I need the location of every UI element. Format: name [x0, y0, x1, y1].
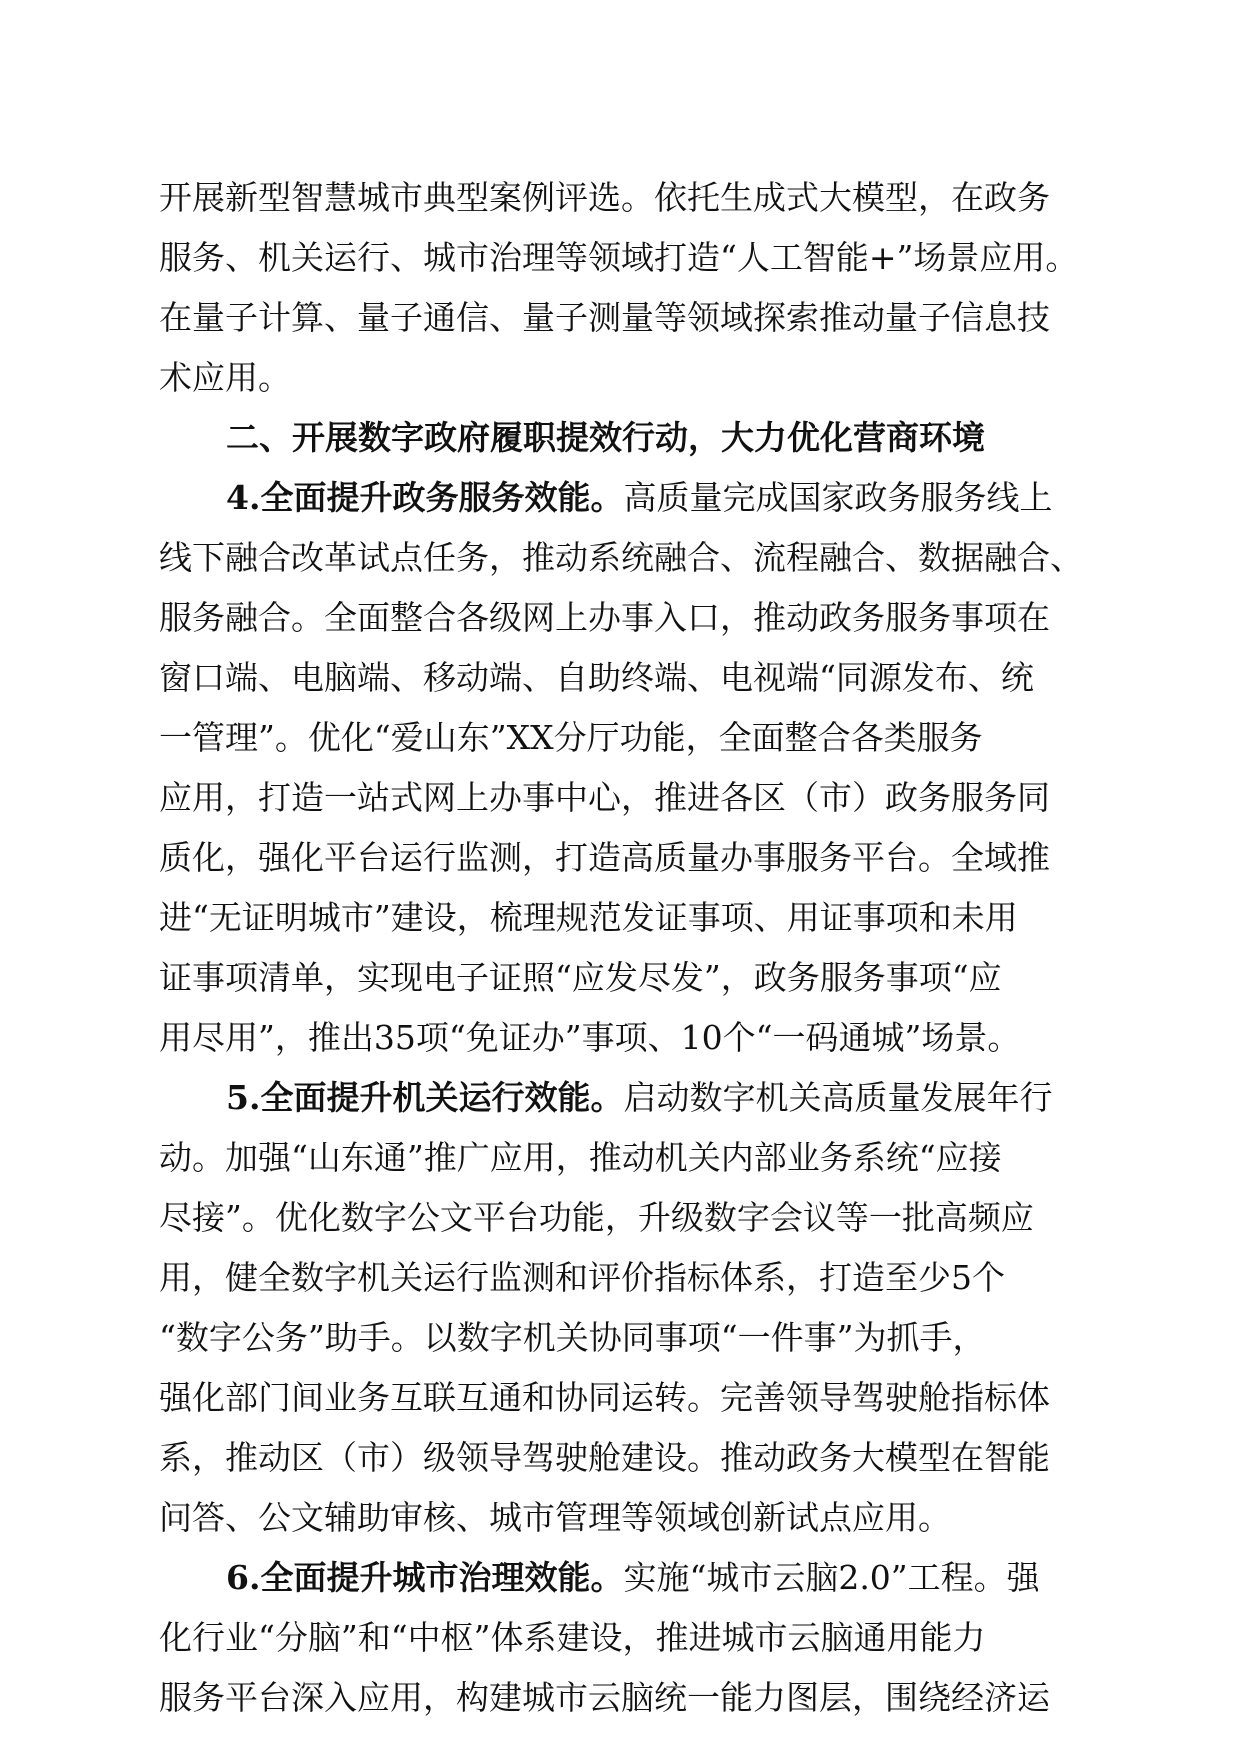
item5-line: 尽接”。优化数字公文平台功能，升级数字会议等一批高频应 [159, 1198, 1034, 1237]
item4-line: 应用，打造一站式网上办事中心，推进各区（市）政务服务同 [159, 778, 1050, 817]
section-heading: 二、开展数字政府履职提效行动，大力优化营商环境 [226, 418, 985, 457]
item4-line: 进“无证明城市”建设，梳理规范发证事项、用证事项和未用 [159, 898, 1018, 937]
intro-line: 在量子计算、量子通信、量子测量等领域探索推动量子信息技 [159, 298, 1050, 337]
item4-line: 服务融合。全面整合各级网上办事入口，推动政务服务事项在 [159, 598, 1050, 637]
item5-line: “数字公务”助手。以数字机关协同事项“一件事”为抓手， [159, 1318, 986, 1357]
item6-first-line [0, 1552, 1240, 1604]
item4-line: 线下融合改革试点任务，推动系统融合、流程融合、数据融合、 [159, 538, 1083, 577]
item5-line: 用，健全数字机关运行监测和评价指标体系，打造至少5个 [159, 1258, 1005, 1297]
item5-line: 动。加强“山东通”推广应用，推动机关内部业务系统“应接 [159, 1138, 1002, 1177]
item4-line: 证事项清单，实现电子证照“应发尽发”，政务服务事项“应 [159, 958, 1002, 997]
item4-first-line [0, 472, 1240, 524]
item6-line: 化行业“分脑”和“中枢”体系建设，推进城市云脑通用能力 [159, 1618, 986, 1657]
item5-line: 系，推动区（市）级领导驾驶舱建设。推动政务大模型在智能 [159, 1438, 1050, 1477]
intro-line: 开展新型智慧城市典型案例评选。依托生成式大模型，在政务 [159, 178, 1050, 217]
item5-first-line-text: 启动数字机关高质量发展年行 [623, 1078, 1053, 1117]
item4-title: 4.全面提升政务服务效能。 [226, 478, 624, 517]
item5-first-line [0, 1072, 1240, 1124]
item4-first-line-text: 高质量完成国家政务服务线上 [623, 478, 1053, 517]
item4-line: 用尽用”，推出35项“免证办”事项、10个“一码通城”场景。 [159, 1018, 1021, 1057]
intro-line: 服务、机关运行、城市治理等领域打造“人工智能+”场景应用。 [159, 238, 1079, 277]
item5-line: 问答、公文辅助审核、城市管理等领域创新试点应用。 [159, 1498, 951, 1537]
item6-line: 服务平台深入应用，构建城市云脑统一能力图层，围绕经济运 [159, 1678, 1050, 1717]
item4-line: 窗口端、电脑端、移动端、自助终端、电视端“同源发布、统 [159, 658, 1034, 697]
item4-line: 一管理”。优化“爱山东”XX分厅功能，全面整合各类服务 [159, 718, 983, 757]
intro-line: 术应用。 [159, 358, 291, 397]
item5-line: 强化部门间业务互联互通和协同运转。完善领导驾驶舱指标体 [159, 1378, 1050, 1417]
item4-line: 质化，强化平台运行监测，打造高质量办事服务平台。全域推 [159, 838, 1050, 877]
item6-title: 6.全面提升城市治理效能。 [226, 1558, 624, 1597]
item6-first-line-text: 实施“城市云脑2.0”工程。强 [623, 1558, 1040, 1597]
item5-title: 5.全面提升机关运行效能。 [226, 1078, 624, 1117]
